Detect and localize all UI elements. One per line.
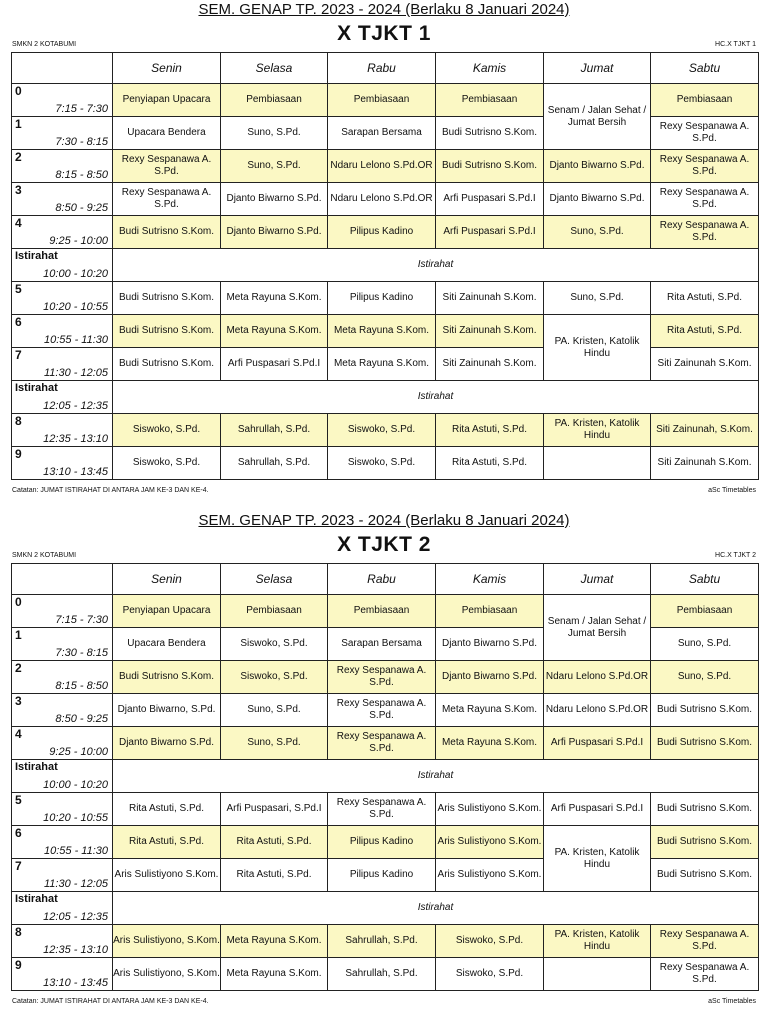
period-label: 1 7:30 - 8:15 bbox=[12, 628, 113, 661]
semester-title: SEM. GENAP TP. 2023 - 2024 (Berlaku 8 Januari 2024) bbox=[198, 512, 570, 529]
period-row bbox=[12, 826, 759, 859]
lesson-cell: Ndaru Lelono S.Pd.OR bbox=[328, 150, 436, 183]
lesson-cell: Budi Sutrisno S.Kom. bbox=[651, 826, 759, 859]
lesson-cell: Arfi Puspasari S.Pd.I bbox=[436, 183, 544, 216]
lesson-cell: Suno, S.Pd. bbox=[221, 117, 328, 150]
footer-note: Catatan: JUMAT ISTIRAHAT DI ANTARA JAM KE-3 DAN KE-4. bbox=[12, 487, 209, 494]
footer-note: Catatan: JUMAT ISTIRAHAT DI ANTARA JAM KE-3 DAN KE-4. bbox=[12, 998, 209, 1005]
period-row bbox=[12, 595, 759, 628]
lesson-cell: Djanto Biwarno S.Pd. bbox=[113, 727, 221, 760]
footer-credit: aSc Timetables bbox=[708, 487, 756, 494]
lesson-cell: Ndaru Lelono S.Pd.OR bbox=[544, 661, 651, 694]
lesson-cell: Rexy Sespanawa A. S.Pd. bbox=[328, 727, 436, 760]
class-code: HC.X TJKT 1 bbox=[715, 41, 756, 48]
lesson-cell: Aris Sulistiyono, S.Kom. bbox=[113, 925, 221, 958]
lesson-cell: Budi Sutrisno S.Kom. bbox=[651, 694, 759, 727]
lesson-cell: Aris Sulistiyono S.Kom. bbox=[436, 793, 544, 826]
period-label: 7 11:30 - 12:05 bbox=[12, 348, 113, 381]
lesson-cell: Meta Rayuna S.Kom. bbox=[436, 694, 544, 727]
lesson-cell: Penyiapan Upacara bbox=[113, 595, 221, 628]
lesson-cell: Budi Sutrisno S.Kom. bbox=[113, 216, 221, 249]
period-label: 9 13:10 - 13:45 bbox=[12, 958, 113, 991]
lesson-cell-jumat-pa: PA. Kristen, Katolik Hindu bbox=[544, 826, 651, 892]
class-title: X TJKT 1 bbox=[337, 22, 431, 45]
day-header: Kamis bbox=[436, 53, 544, 84]
lesson-cell: Sarapan Bersama bbox=[328, 117, 436, 150]
day-header: Sabtu bbox=[651, 53, 759, 84]
period-label: 2 8:15 - 8:50 bbox=[12, 150, 113, 183]
lesson-cell: Siswoko, S.Pd. bbox=[221, 661, 328, 694]
break-cell: Istirahat bbox=[113, 892, 759, 925]
period-label: 6 10:55 - 11:30 bbox=[12, 826, 113, 859]
lesson-cell: Rexy Sespanawa A. S.Pd. bbox=[651, 150, 759, 183]
lesson-cell: Pilipus Kadino bbox=[328, 826, 436, 859]
lesson-cell: PA. Kristen, Katolik Hindu bbox=[544, 925, 651, 958]
break-row bbox=[12, 892, 759, 925]
lesson-cell: Djanto Biwarno S.Pd. bbox=[221, 216, 328, 249]
lesson-cell: Pembiasaan bbox=[221, 595, 328, 628]
lesson-cell: Djanto Biwarno S.Pd. bbox=[221, 183, 328, 216]
period-row bbox=[12, 694, 759, 727]
period-row bbox=[12, 315, 759, 348]
lesson-cell: Suno, S.Pd. bbox=[544, 216, 651, 249]
period-row bbox=[12, 958, 759, 991]
period-row bbox=[12, 727, 759, 760]
lesson-cell: Sarapan Bersama bbox=[328, 628, 436, 661]
lesson-cell: Pembiasaan bbox=[436, 84, 544, 117]
lesson-cell: Siti Zainunah S.Kom. bbox=[651, 348, 759, 381]
period-label: 7 11:30 - 12:05 bbox=[12, 859, 113, 892]
lesson-cell: Meta Rayuna S.Kom. bbox=[328, 315, 436, 348]
footer-credit: aSc Timetables bbox=[708, 998, 756, 1005]
lesson-cell: Pembiasaan bbox=[328, 595, 436, 628]
day-header: Selasa bbox=[221, 564, 328, 595]
period-label: 3 8:50 - 9:25 bbox=[12, 183, 113, 216]
lesson-cell: Siswoko, S.Pd. bbox=[436, 925, 544, 958]
lesson-cell: Meta Rayuna S.Kom. bbox=[221, 282, 328, 315]
lesson-cell: Suno, S.Pd. bbox=[221, 727, 328, 760]
lesson-cell: Suno, S.Pd. bbox=[221, 150, 328, 183]
lesson-cell: Rexy Sespanawa A. S.Pd. bbox=[651, 216, 759, 249]
break-cell: Istirahat bbox=[113, 381, 759, 414]
lesson-cell: Ndaru Lelono S.Pd.OR bbox=[328, 183, 436, 216]
period-label: 0 7:15 - 7:30 bbox=[12, 595, 113, 628]
lesson-cell: Sahrullah, S.Pd. bbox=[221, 447, 328, 480]
lesson-cell: Rexy Sespanawa A. S.Pd. bbox=[328, 661, 436, 694]
day-header: Rabu bbox=[328, 53, 436, 84]
period-row bbox=[12, 150, 759, 183]
break-row bbox=[12, 760, 759, 793]
lesson-cell: Pembiasaan bbox=[436, 595, 544, 628]
lesson-cell: Rita Astuti, S.Pd. bbox=[221, 859, 328, 892]
day-header: Jumat bbox=[544, 53, 651, 84]
lesson-cell: Sahrullah, S.Pd. bbox=[221, 414, 328, 447]
school-name: SMKN 2 KOTABUMI bbox=[12, 552, 77, 559]
lesson-cell: Rexy Sespanawa A. S.Pd. bbox=[328, 793, 436, 826]
lesson-cell: Pilipus Kadino bbox=[328, 282, 436, 315]
lesson-cell: Suno, S.Pd. bbox=[651, 661, 759, 694]
period-label: Istirahat 10:00 - 10:20 bbox=[12, 249, 113, 282]
period-label: 8 12:35 - 13:10 bbox=[12, 925, 113, 958]
lesson-cell-jumat-senam: Senam / Jalan Sehat / Jumat Bersih bbox=[544, 84, 651, 150]
break-row bbox=[12, 381, 759, 414]
break-cell: Istirahat bbox=[113, 249, 759, 282]
lesson-cell: Rexy Sespanawa A. S.Pd. bbox=[651, 117, 759, 150]
day-header-row bbox=[12, 564, 759, 595]
lesson-cell: Penyiapan Upacara bbox=[113, 84, 221, 117]
lesson-cell: Pilipus Kadino bbox=[328, 859, 436, 892]
lesson-cell: Rexy Sespanawa A. S.Pd. bbox=[651, 183, 759, 216]
period-row bbox=[12, 216, 759, 249]
lesson-cell: Sahrullah, S.Pd. bbox=[328, 925, 436, 958]
day-header: Kamis bbox=[436, 564, 544, 595]
lesson-cell: Suno, S.Pd. bbox=[544, 282, 651, 315]
break-cell: Istirahat bbox=[113, 760, 759, 793]
lesson-cell: Siti Zainunah S.Kom. bbox=[436, 348, 544, 381]
lesson-cell: Budi Sutrisno S.Kom. bbox=[651, 793, 759, 826]
class-title: X TJKT 2 bbox=[337, 533, 431, 556]
lesson-cell: Aris Sulistiyono, S.Kom. bbox=[113, 958, 221, 991]
lesson-cell: Pembiasaan bbox=[221, 84, 328, 117]
lesson-cell: PA. Kristen, Katolik Hindu bbox=[544, 414, 651, 447]
lesson-cell: Djanto Biwarno, S.Pd. bbox=[113, 694, 221, 727]
period-row bbox=[12, 925, 759, 958]
semester-title: SEM. GENAP TP. 2023 - 2024 (Berlaku 8 Januari 2024) bbox=[198, 1, 570, 18]
lesson-cell: Siswoko, S.Pd. bbox=[113, 414, 221, 447]
lesson-cell: Djanto Biwarno S.Pd. bbox=[544, 150, 651, 183]
period-label: 5 10:20 - 10:55 bbox=[12, 282, 113, 315]
lesson-cell: Rita Astuti, S.Pd. bbox=[436, 447, 544, 480]
period-row bbox=[12, 282, 759, 315]
period-label: 0 7:15 - 7:30 bbox=[12, 84, 113, 117]
lesson-cell: Pembiasaan bbox=[328, 84, 436, 117]
timetable bbox=[11, 563, 759, 991]
lesson-cell: Rexy Sespanawa A. S.Pd. bbox=[651, 925, 759, 958]
lesson-cell: Rita Astuti, S.Pd. bbox=[113, 793, 221, 826]
lesson-cell: Siswoko, S.Pd. bbox=[113, 447, 221, 480]
lesson-cell: Siswoko, S.Pd. bbox=[436, 958, 544, 991]
lesson-cell: Siti Zainunah S.Kom. bbox=[436, 315, 544, 348]
lesson-cell: Aris Sulistiyono S.Kom. bbox=[436, 859, 544, 892]
day-header: Jumat bbox=[544, 564, 651, 595]
lesson-cell: Ndaru Lelono S.Pd.OR bbox=[544, 694, 651, 727]
lesson-cell: Budi Sutrisno S.Kom. bbox=[651, 859, 759, 892]
class-code: HC.X TJKT 2 bbox=[715, 552, 756, 559]
corner-cell bbox=[12, 564, 113, 595]
period-label: 5 10:20 - 10:55 bbox=[12, 793, 113, 826]
break-row bbox=[12, 249, 759, 282]
lesson-cell: Suno, S.Pd. bbox=[221, 694, 328, 727]
lesson-cell: Arfi Puspasari S.Pd.I bbox=[544, 727, 651, 760]
period-label: 6 10:55 - 11:30 bbox=[12, 315, 113, 348]
period-label: Istirahat 10:00 - 10:20 bbox=[12, 760, 113, 793]
day-header-row bbox=[12, 53, 759, 84]
lesson-cell: Sahrullah, S.Pd. bbox=[328, 958, 436, 991]
period-label: Istirahat 12:05 - 12:35 bbox=[12, 381, 113, 414]
lesson-cell: Pilipus Kadino bbox=[328, 216, 436, 249]
lesson-cell bbox=[544, 447, 651, 480]
day-header: Sabtu bbox=[651, 564, 759, 595]
lesson-cell: Siti Zainunah, S.Kom. bbox=[651, 414, 759, 447]
lesson-cell: Meta Rayuna S.Kom. bbox=[221, 315, 328, 348]
lesson-cell: Rexy Sespanawa A. S.Pd. bbox=[113, 183, 221, 216]
lesson-cell: Rexy Sespanawa A. S.Pd. bbox=[328, 694, 436, 727]
lesson-cell bbox=[544, 958, 651, 991]
lesson-cell: Arfi Puspasari S.Pd.I bbox=[544, 793, 651, 826]
period-label: 8 12:35 - 13:10 bbox=[12, 414, 113, 447]
lesson-cell: Meta Rayuna S.Kom. bbox=[328, 348, 436, 381]
lesson-cell: Rexy Sespanawa A. S.Pd. bbox=[651, 958, 759, 991]
lesson-cell: Upacara Bendera bbox=[113, 628, 221, 661]
corner-cell bbox=[12, 53, 113, 84]
period-label: 4 9:25 - 10:00 bbox=[12, 216, 113, 249]
lesson-cell: Aris Sulistiyono S.Kom. bbox=[436, 826, 544, 859]
lesson-cell: Budi Sutrisno S.Kom. bbox=[113, 315, 221, 348]
lesson-cell: Budi Sutrisno S.Kom. bbox=[651, 727, 759, 760]
lesson-cell: Rita Astuti, S.Pd. bbox=[651, 282, 759, 315]
lesson-cell: Djanto Biwarno S.Pd. bbox=[436, 628, 544, 661]
period-row bbox=[12, 793, 759, 826]
day-header: Selasa bbox=[221, 53, 328, 84]
lesson-cell: Siti Zainunah S.Kom. bbox=[651, 447, 759, 480]
school-name: SMKN 2 KOTABUMI bbox=[12, 41, 77, 48]
lesson-cell: Meta Rayuna S.Kom. bbox=[221, 925, 328, 958]
lesson-cell: Meta Rayuna S.Kom. bbox=[221, 958, 328, 991]
lesson-cell: Arfi Puspasari S.Pd.I bbox=[436, 216, 544, 249]
period-row bbox=[12, 183, 759, 216]
lesson-cell: Suno, S.Pd. bbox=[651, 628, 759, 661]
lesson-cell: Djanto Biwarno S.Pd. bbox=[436, 661, 544, 694]
period-row bbox=[12, 447, 759, 480]
lesson-cell: Siti Zainunah S.Kom. bbox=[436, 282, 544, 315]
period-row bbox=[12, 84, 759, 117]
lesson-cell: Djanto Biwarno S.Pd. bbox=[544, 183, 651, 216]
lesson-cell: Siswoko, S.Pd. bbox=[328, 414, 436, 447]
day-header: Senin bbox=[113, 53, 221, 84]
day-header: Senin bbox=[113, 564, 221, 595]
lesson-cell: Aris Sulistiyono S.Kom. bbox=[113, 859, 221, 892]
lesson-cell: Arfi Puspasari, S.Pd.I bbox=[221, 793, 328, 826]
lesson-cell: Meta Rayuna S.Kom. bbox=[436, 727, 544, 760]
lesson-cell: Pembiasaan bbox=[651, 595, 759, 628]
lesson-cell: Arfi Puspasari S.Pd.I bbox=[221, 348, 328, 381]
lesson-cell: Pembiasaan bbox=[651, 84, 759, 117]
lesson-cell: Upacara Bendera bbox=[113, 117, 221, 150]
period-label: 1 7:30 - 8:15 bbox=[12, 117, 113, 150]
lesson-cell: Rita Astuti, S.Pd. bbox=[113, 826, 221, 859]
timetable bbox=[11, 52, 759, 480]
period-row bbox=[12, 661, 759, 694]
lesson-cell: Rita Astuti, S.Pd. bbox=[651, 315, 759, 348]
lesson-cell-jumat-pa: PA. Kristen, Katolik Hindu bbox=[544, 315, 651, 381]
period-label: 2 8:15 - 8:50 bbox=[12, 661, 113, 694]
lesson-cell: Rita Astuti, S.Pd. bbox=[436, 414, 544, 447]
period-row bbox=[12, 414, 759, 447]
lesson-cell: Rita Astuti, S.Pd. bbox=[221, 826, 328, 859]
lesson-cell: Budi Sutrisno S.Kom. bbox=[436, 150, 544, 183]
lesson-cell: Budi Sutrisno S.Kom. bbox=[113, 282, 221, 315]
lesson-cell: Rexy Sespanawa A. S.Pd. bbox=[113, 150, 221, 183]
period-label: 9 13:10 - 13:45 bbox=[12, 447, 113, 480]
period-label: 3 8:50 - 9:25 bbox=[12, 694, 113, 727]
day-header: Rabu bbox=[328, 564, 436, 595]
lesson-cell: Budi Sutrisno S.Kom. bbox=[436, 117, 544, 150]
lesson-cell: Budi Sutrisno S.Kom. bbox=[113, 348, 221, 381]
period-label: 4 9:25 - 10:00 bbox=[12, 727, 113, 760]
lesson-cell-jumat-senam: Senam / Jalan Sehat / Jumat Bersih bbox=[544, 595, 651, 661]
lesson-cell: Siswoko, S.Pd. bbox=[221, 628, 328, 661]
period-label: Istirahat 12:05 - 12:35 bbox=[12, 892, 113, 925]
lesson-cell: Budi Sutrisno S.Kom. bbox=[113, 661, 221, 694]
lesson-cell: Siswoko, S.Pd. bbox=[328, 447, 436, 480]
